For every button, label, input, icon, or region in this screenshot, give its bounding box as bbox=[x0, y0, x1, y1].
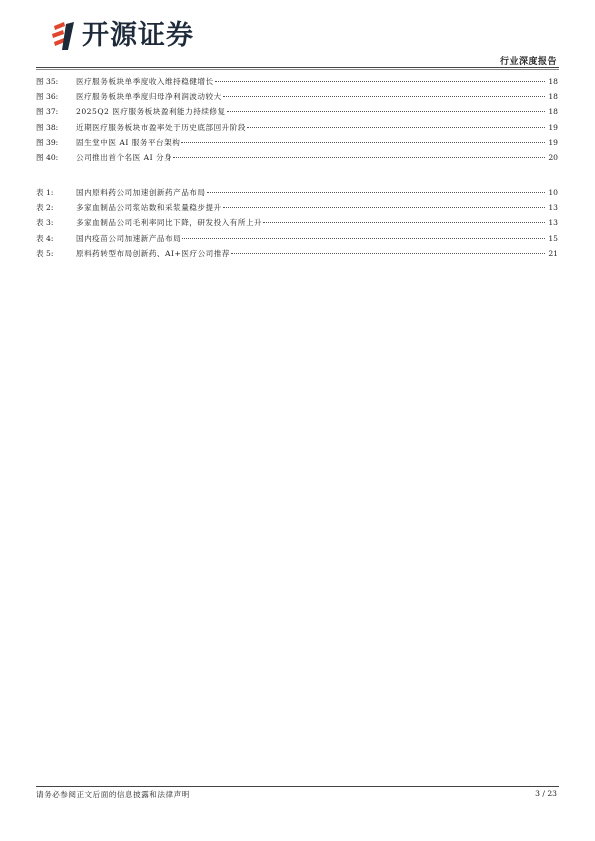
entry-page-number: 18 bbox=[548, 107, 558, 117]
dot-leader bbox=[231, 253, 545, 254]
entry-number: 图 38: bbox=[36, 122, 59, 132]
dot-leader bbox=[181, 142, 545, 143]
figure-index-entry[interactable] bbox=[36, 104, 558, 119]
dot-leader bbox=[223, 96, 545, 97]
figure-index-entry[interactable] bbox=[36, 74, 558, 89]
figure-index-entry[interactable] bbox=[36, 120, 558, 135]
entry-page-number: 18 bbox=[548, 92, 558, 102]
entry-number: 表 4: bbox=[36, 233, 54, 243]
dot-leader bbox=[263, 222, 545, 223]
entry-number: 图 40: bbox=[36, 152, 59, 162]
table-index bbox=[36, 185, 558, 261]
entry-page-number: 15 bbox=[548, 233, 558, 243]
document-type-label: 行业深度报告 bbox=[499, 57, 557, 67]
figure-index bbox=[36, 74, 558, 165]
entry-page-number: 19 bbox=[548, 122, 558, 132]
entry-title: 公司推出首个名医 AI 分身 bbox=[76, 152, 173, 162]
entry-page-number: 13 bbox=[548, 218, 558, 228]
entry-title: 固生堂中医 AI 服务平台架构 bbox=[76, 137, 181, 147]
header-rule-thin bbox=[36, 69, 559, 70]
entry-page-number: 13 bbox=[548, 203, 558, 213]
entry-number: 图 37: bbox=[36, 107, 59, 117]
entry-title: 国内疫苗公司加速新产品布局 bbox=[76, 233, 182, 243]
entry-page-number: 19 bbox=[548, 137, 558, 147]
entry-page-number: 20 bbox=[548, 152, 558, 162]
entry-title: 国内原料药公司加速创新药产品布局 bbox=[76, 188, 206, 197]
dot-leader bbox=[173, 157, 545, 158]
entry-title: 2025Q2 医疗服务板块盈利能力持续修复 bbox=[76, 107, 226, 117]
dot-leader bbox=[215, 81, 545, 82]
entry-title: 医疗服务板块单季度收入维持稳健增长 bbox=[76, 77, 214, 86]
entry-page-number: 18 bbox=[548, 77, 558, 86]
entry-title: 多家血制品公司浆站数和采浆量稳步提升 bbox=[76, 203, 222, 213]
figure-index-entry[interactable] bbox=[36, 150, 558, 165]
table-index-entry[interactable] bbox=[36, 231, 558, 246]
table-index-entry[interactable] bbox=[36, 246, 558, 261]
entry-number: 表 3: bbox=[36, 218, 54, 228]
entry-page-number: 21 bbox=[548, 248, 558, 258]
kaiyuan-logo-icon bbox=[50, 20, 76, 52]
table-index-entry[interactable] bbox=[36, 215, 558, 230]
entry-number: 图 35: bbox=[36, 77, 59, 86]
footer-disclaimer: 请务必参阅正文后面的信息披露和法律声明 bbox=[36, 790, 190, 799]
dot-leader bbox=[207, 192, 546, 193]
dot-leader bbox=[223, 207, 545, 208]
page-indicator: 3 / 23 bbox=[535, 789, 557, 798]
entry-number: 图 36: bbox=[36, 92, 59, 102]
entry-page-number: 10 bbox=[548, 188, 558, 197]
entry-title: 近期医疗服务板块市盈率处于历史底部回升阶段 bbox=[76, 122, 246, 132]
brand-name: 开源证券 bbox=[82, 20, 194, 51]
brand-logo bbox=[50, 18, 194, 54]
figure-index-entry[interactable] bbox=[36, 135, 558, 150]
entry-number: 表 2: bbox=[36, 203, 54, 213]
table-index-entry[interactable] bbox=[36, 200, 558, 215]
entry-title: 原料药转型布局创新药、AI+医疗公司推荐 bbox=[76, 248, 230, 258]
dot-leader bbox=[247, 127, 545, 128]
entry-title: 多家血制品公司毛利率同比下降，研发投入有所上升 bbox=[76, 218, 263, 228]
entry-number: 表 1: bbox=[36, 188, 54, 197]
dot-leader bbox=[182, 238, 545, 239]
footer-rule bbox=[36, 786, 559, 787]
figure-index-entry[interactable] bbox=[36, 89, 558, 104]
dot-leader bbox=[227, 111, 545, 112]
entry-number: 图 39: bbox=[36, 137, 59, 147]
table-index-entry[interactable] bbox=[36, 185, 558, 200]
entry-number: 表 5: bbox=[36, 248, 54, 258]
entry-title: 医疗服务板块单季度归母净利润波动较大 bbox=[76, 92, 222, 102]
header-rule bbox=[36, 67, 559, 68]
